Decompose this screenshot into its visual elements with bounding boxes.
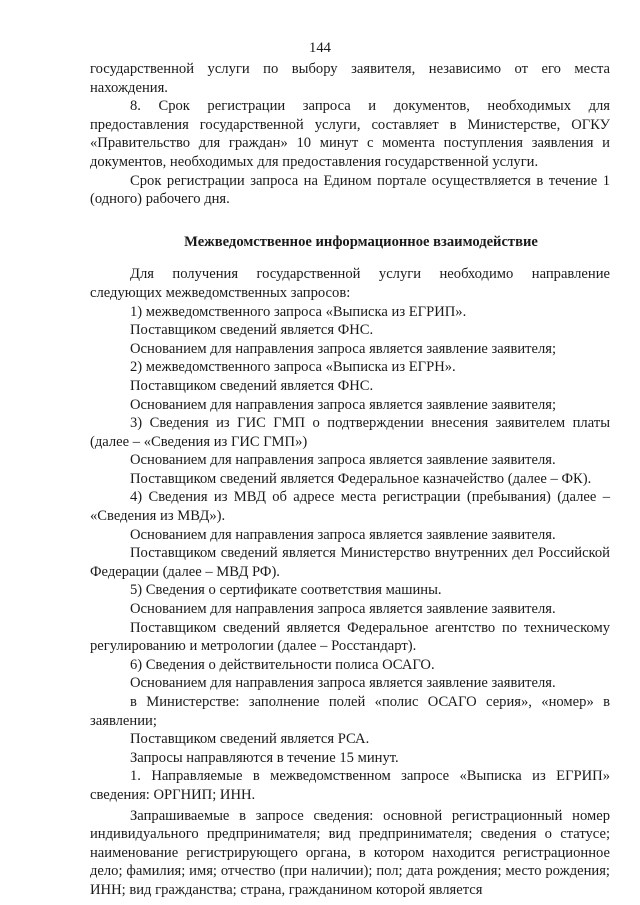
- paragraph: Поставщиком сведений является ФНС.: [130, 322, 374, 339]
- paragraph: Запрашиваемые в запросе сведения: основной регистрационный номер индивидуального предпринимателя; вид предпринимателя; сведения о статусе; наименование регистрирующего органа, в котором находится регистрационное дело; фамилия; имя; отчество (при наличии); пол; дата рождения; место рождения; ИНН; вид гражданства; страна, гражданином которой является: [90, 807, 610, 898]
- paragraph: Поставщиком сведений является ФНС.: [130, 377, 374, 394]
- paragraph: Основанием для направления запроса является заявление заявителя.: [130, 526, 556, 543]
- paragraph: 3) Сведения из ГИС ГМП о подтверждении внесения заявителем платы (далее – «Сведения из ГИС ГМП»): [90, 415, 610, 450]
- paragraph: Основанием для направления запроса является заявление заявителя;: [130, 340, 557, 357]
- paragraph: 2) межведомственного запроса «Выписка из ЕГРН».: [130, 359, 456, 376]
- paragraph: Срок регистрации запроса на Едином портале осуществляется в течение 1 (одного) рабочего дня.: [90, 172, 610, 208]
- paragraph: Основанием для направления запроса является заявление заявителя.: [130, 601, 556, 618]
- paragraph: Основанием для направления запроса является заявление заявителя.: [130, 675, 556, 692]
- paragraph: 1. Направляемые в межведомственном запросе «Выписка из ЕГРИП» сведения: ОРГНИП; ИНН.: [90, 768, 610, 803]
- document-body: [90, 60, 610, 900]
- paragraph: 6) Сведения о действительности полиса ОСАГО.: [130, 656, 435, 673]
- paragraph: Основанием для направления запроса является заявление заявителя.: [130, 452, 556, 469]
- paragraph: Запросы направляются в течение 15 минут.: [130, 749, 399, 766]
- section-heading: Межведомственное информационное взаимодействие: [184, 233, 538, 250]
- paragraph: Для получения государственной услуги необходимо направление следующих межведомственных запросов:: [90, 266, 610, 301]
- paragraph: 1) межведомственного запроса «Выписка из ЕГРИП».: [130, 303, 467, 320]
- paragraph: 4) Сведения из МВД об адресе места регистрации (пребывания) (далее – «Сведения из МВД»).: [90, 489, 610, 525]
- paragraph: государственной услуги по выбору заявителя, независимо от его места нахождения.: [90, 61, 610, 96]
- paragraph: в Министерстве: заполнение полей «полис ОСАГО серия», «номер» в заявлении;: [90, 694, 610, 729]
- paragraph: 8. Срок регистрации запроса и документов, необходимых для предоставления государственной услуги, составляет в Министерстве, ОГКУ «Правительство для граждан» 10 минут с момента поступления заявления и документов, необходимых для предоставления государственной услуги.: [90, 98, 610, 170]
- paragraph: Поставщиком сведений является Министерство внутренних дел Российской Федерации (далее – МВД РФ).: [90, 545, 610, 580]
- page-number: 144: [309, 40, 331, 56]
- paragraph: Поставщиком сведений является РСА.: [130, 731, 370, 748]
- paragraph: Поставщиком сведений является Федеральное казначейство (далее – ФК).: [130, 470, 592, 487]
- paragraph: 5) Сведения о сертификате соответствия машины.: [130, 582, 442, 599]
- paragraph: Поставщиком сведений является Федеральное агентство по техническому регулированию и метрологии (далее – Росстандарт).: [90, 619, 610, 655]
- paragraph: Основанием для направления запроса является заявление заявителя;: [130, 396, 557, 413]
